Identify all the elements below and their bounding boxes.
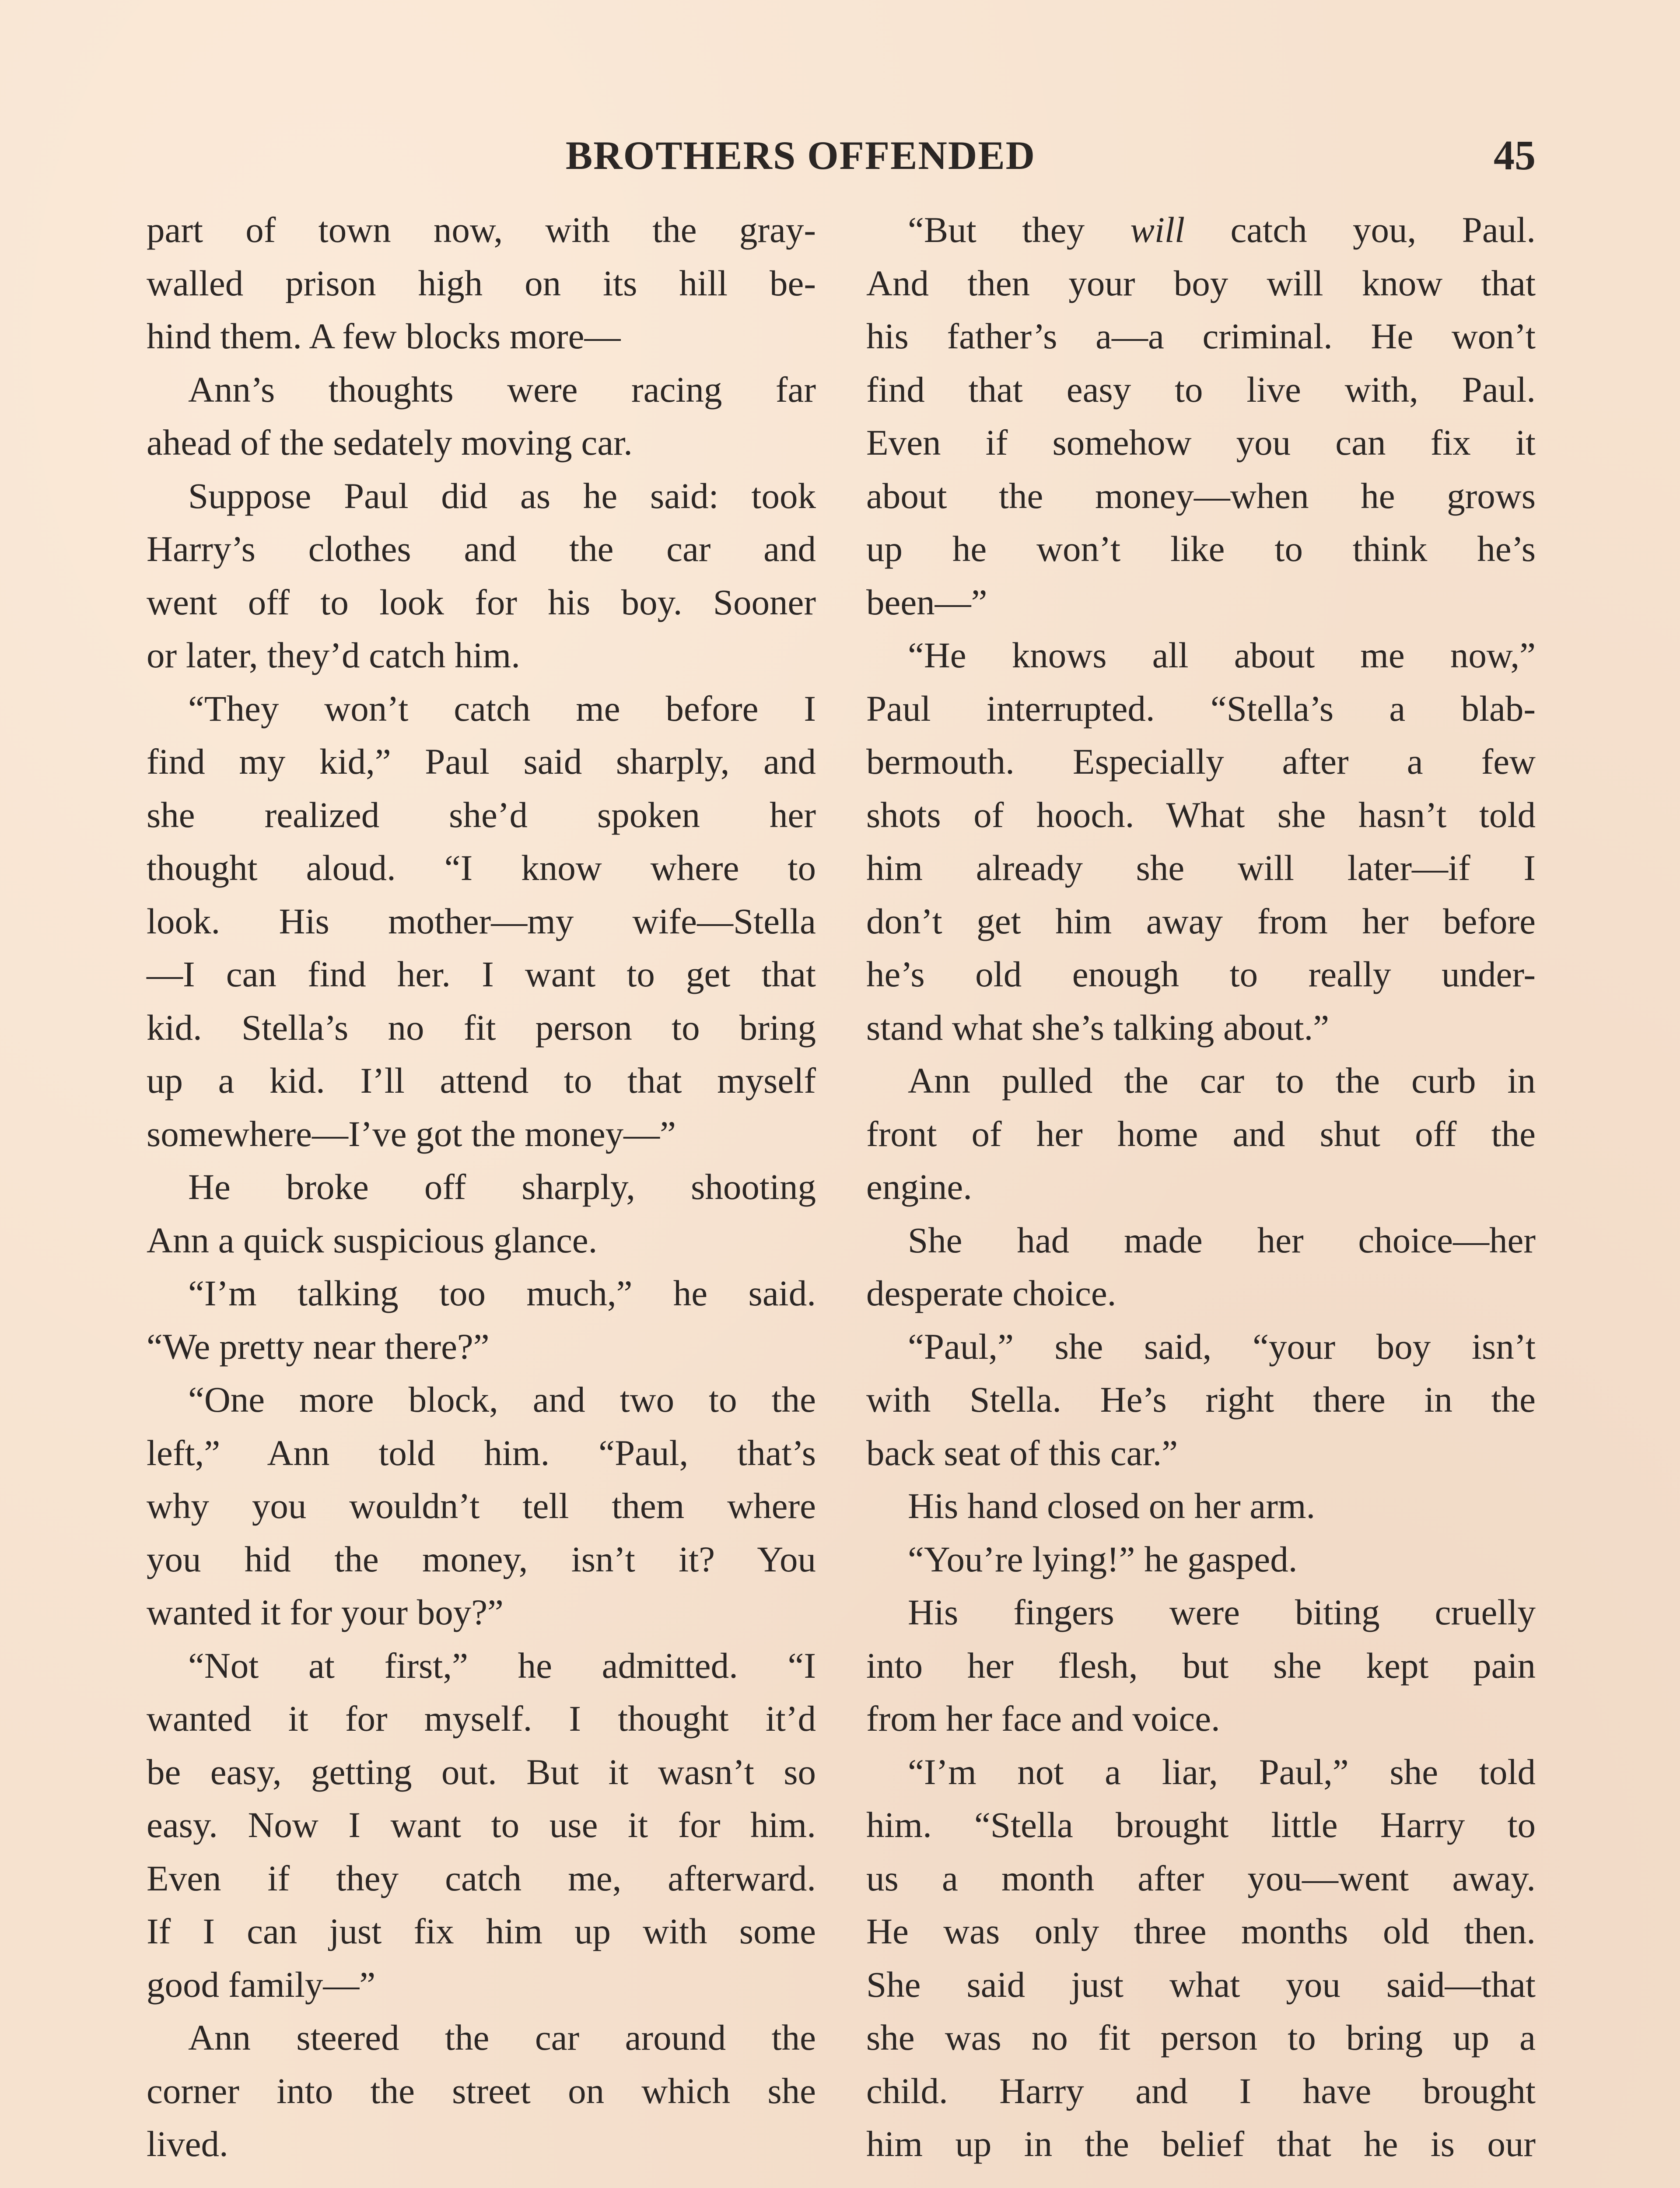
text-line: him. “Stella brought little Harry to	[866, 1805, 1536, 1845]
text-line: “But they will catch you, Paul.	[908, 210, 1536, 250]
text-line: bermouth. Especially after a few	[866, 741, 1536, 782]
text-line: wanted it for your boy?”	[147, 1592, 504, 1632]
text-line: find my kid,” Paul said sharply, and	[147, 741, 816, 782]
text-line: Even if somehow you can fix it	[866, 422, 1536, 463]
text-line: up he won’t like to think he’s	[866, 529, 1536, 569]
text-line: And then your boy will know that	[866, 263, 1536, 303]
text-line: Ann pulled the car to the curb in	[908, 1060, 1536, 1101]
text-line: Ann a quick suspicious glance.	[147, 1220, 598, 1260]
text-line: up a kid. I’ll attend to that myself	[147, 1060, 816, 1101]
text-line: His fingers were biting cruelly	[908, 1592, 1536, 1632]
text-line: back seat of this car.”	[866, 1432, 1178, 1473]
text-line: thought aloud. “I know where to	[147, 848, 816, 888]
text-line: don’t get him away from her before	[866, 901, 1536, 941]
text-line: “You’re lying!” he gasped.	[908, 1539, 1298, 1579]
text-line: shots of hooch. What she hasn’t told	[866, 794, 1536, 835]
text-line: She said just what you said—that	[866, 1964, 1536, 2005]
text-line: stand what she’s talking about.”	[866, 1007, 1330, 1048]
text-line: she was no fit person to bring up a	[866, 2017, 1536, 2058]
text-line: or later, they’d catch him.	[147, 635, 520, 675]
text-line: corner into the street on which she	[147, 2070, 816, 2111]
text-line: left,” Ann told him. “Paul, that’s	[147, 1432, 816, 1473]
text-line: She had made her choice—her	[908, 1220, 1536, 1260]
text-line: walled prison high on its hill be-	[147, 263, 816, 303]
text-line: ahead of the sedately moving car.	[147, 422, 633, 463]
text-line: Ann steered the car around the	[188, 2017, 816, 2058]
running-title: BROTHERS OFFENDED	[565, 133, 1036, 178]
text-line: “I’m not a liar, Paul,” she told	[908, 1751, 1536, 1792]
text-line: wanted it for myself. I thought it’d	[147, 1698, 816, 1739]
text-line: Ann’s thoughts were racing far	[188, 369, 816, 410]
text-line: good family—”	[147, 1964, 376, 2005]
text-line: into her flesh, but she kept pain	[866, 1645, 1536, 1686]
text-line: lived.	[147, 2124, 228, 2164]
text-line: he’s old enough to really under-	[866, 954, 1536, 994]
text-line: him already she will later—if I	[866, 848, 1536, 888]
text-line: you hid the money, isn’t it? You	[147, 1539, 816, 1579]
text-line: him up in the belief that he is our	[866, 2124, 1536, 2164]
text-line: from her face and voice.	[866, 1698, 1220, 1739]
text-line: look. His mother—my wife—Stella	[147, 901, 816, 941]
text-line: “I’m talking too much,” he said.	[188, 1273, 816, 1313]
text-line: He broke off sharply, shooting	[188, 1167, 816, 1207]
text-line: his father’s a—a criminal. He won’t	[866, 316, 1536, 356]
text-line: easy. Now I want to use it for him.	[147, 1805, 816, 1845]
text-line: hind them. A few blocks more—	[147, 316, 621, 356]
left-text-column	[147, 203, 816, 2171]
running-head	[144, 127, 1536, 184]
text-line: His hand closed on her arm.	[908, 1486, 1316, 1526]
text-line: be easy, getting out. But it wasn’t so	[147, 1751, 816, 1792]
text-line: child. Harry and I have brought	[866, 2070, 1536, 2111]
page-number: 45	[1494, 132, 1536, 179]
text-line: part of town now, with the gray-	[147, 210, 816, 250]
text-line: “Not at first,” he admitted. “I	[188, 1645, 816, 1686]
text-line: If I can just fix him up with some	[147, 1911, 816, 1951]
text-line: “They won’t catch me before I	[188, 688, 816, 729]
right-text-column	[866, 203, 1536, 2171]
text-line: “One more block, and two to the	[188, 1379, 816, 1420]
text-line: He was only three months old then.	[866, 1911, 1536, 1951]
text-line: about the money—when he grows	[866, 475, 1536, 516]
text-line: why you wouldn’t tell them where	[147, 1486, 816, 1526]
text-line: “He knows all about me now,”	[908, 635, 1536, 675]
text-line: with Stella. He’s right there in the	[866, 1379, 1536, 1420]
text-line: front of her home and shut off the	[866, 1113, 1536, 1154]
text-line: Even if they catch me, afterward.	[147, 1858, 816, 1898]
text-line: Harry’s clothes and the car and	[147, 529, 816, 569]
text-line: somewhere—I’ve got the money—”	[147, 1113, 676, 1154]
text-line: find that easy to live with, Paul.	[866, 369, 1536, 410]
text-line: “Paul,” she said, “your boy isn’t	[908, 1326, 1536, 1367]
text-line: Suppose Paul did as he said: took	[188, 475, 816, 516]
text-line: us a month after you—went away.	[866, 1858, 1536, 1898]
text-line: she realized she’d spoken her	[147, 794, 816, 835]
text-line: desperate choice.	[866, 1273, 1116, 1313]
text-line: “We pretty near there?”	[147, 1326, 490, 1367]
text-line: been—”	[866, 582, 987, 622]
text-line: went off to look for his boy. Sooner	[147, 582, 816, 622]
text-line: engine.	[866, 1167, 972, 1207]
text-line: kid. Stella’s no fit person to bring	[147, 1007, 816, 1048]
text-line: Paul interrupted. “Stella’s a blab-	[866, 688, 1536, 729]
text-line: —I can find her. I want to get that	[147, 954, 816, 994]
